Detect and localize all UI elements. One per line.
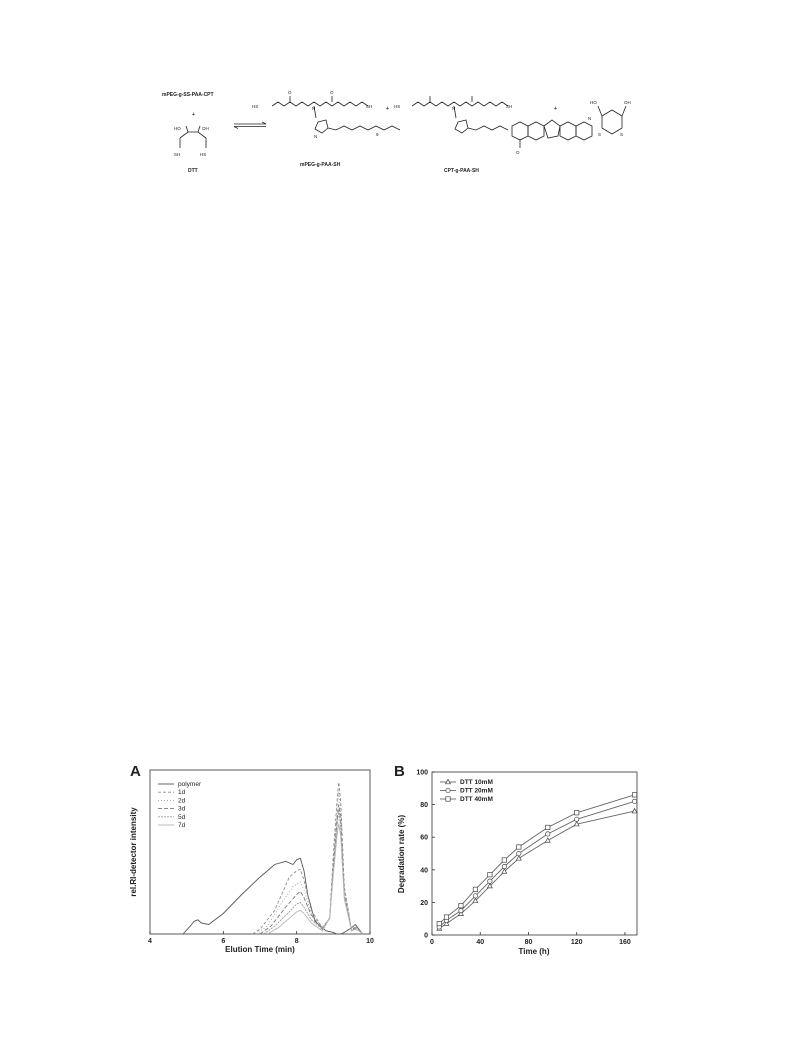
data-point-circle bbox=[473, 894, 477, 898]
x-tick-label-b: 160 bbox=[619, 939, 631, 946]
data-point-square bbox=[502, 858, 506, 862]
data-point-circle bbox=[517, 851, 521, 855]
x-axis-label-b: Time (h) bbox=[518, 947, 550, 956]
data-point-circle bbox=[488, 879, 492, 883]
scheme-product1-label: mPEG-g-PAA-SH bbox=[300, 162, 341, 168]
data-point-square bbox=[546, 825, 550, 829]
data-point-square bbox=[473, 887, 477, 891]
data-point-square bbox=[459, 903, 463, 907]
y-tick-label-b: 20 bbox=[420, 899, 428, 907]
series-line-7d bbox=[267, 823, 362, 934]
atom-ho: HO bbox=[174, 126, 181, 131]
series-line-3d bbox=[260, 804, 363, 934]
y-tick-label-b: 40 bbox=[420, 867, 428, 875]
series-line-circle bbox=[439, 801, 634, 927]
x-tick-label-b: 80 bbox=[524, 939, 533, 946]
data-point-circle bbox=[546, 832, 550, 836]
atom-o3: O bbox=[516, 150, 520, 155]
x-tick-label-a: 8 bbox=[294, 938, 299, 945]
atom-s2: S bbox=[620, 132, 624, 137]
gpc-chart bbox=[128, 760, 374, 970]
data-point-square bbox=[444, 915, 448, 919]
x-tick-label-b: 120 bbox=[570, 939, 583, 946]
scheme-reactant-label: mPEG-g-SS-PAA-CPT bbox=[162, 92, 214, 98]
data-point-square bbox=[517, 845, 521, 849]
legend-label-a: 1d bbox=[178, 789, 186, 797]
data-point-square bbox=[437, 921, 441, 925]
legend-label-a: 7d bbox=[178, 822, 186, 829]
panel-a-letter: A bbox=[130, 763, 141, 780]
atom-oh: OH bbox=[202, 126, 209, 131]
y-tick-label-b: 60 bbox=[420, 834, 428, 842]
atom-sh: SH bbox=[366, 104, 373, 109]
atom-ho-2: HO bbox=[590, 100, 597, 105]
legend-label-b: DTT 10mM bbox=[460, 779, 493, 786]
legend-marker-b bbox=[446, 788, 450, 792]
atom-sh-dtt: SH bbox=[174, 152, 181, 157]
atom-hs: HS bbox=[252, 104, 259, 109]
figure-panel-a bbox=[128, 760, 374, 970]
legend-label-a: 3d bbox=[178, 805, 186, 813]
scheme-plus: + bbox=[192, 112, 195, 118]
scheme-plus-2: + bbox=[386, 106, 389, 112]
atom-o2: O bbox=[330, 90, 334, 95]
atom-n: N bbox=[312, 106, 316, 111]
atom-n9: 9 bbox=[376, 132, 379, 137]
legend-label-a: 5d bbox=[178, 813, 186, 821]
x-tick-label-b: 0 bbox=[430, 939, 434, 946]
series-line-2d bbox=[256, 792, 362, 934]
y-tick-label-b: 100 bbox=[416, 769, 428, 777]
data-point-triangle bbox=[632, 809, 637, 813]
y-tick-label-b: 0 bbox=[424, 932, 428, 940]
y-axis-label-a: rel.RI-detector intensity bbox=[129, 807, 138, 897]
atom-n-ring: N bbox=[314, 134, 318, 139]
data-point-square bbox=[632, 793, 636, 797]
y-axis-label-b: Degradation rate (%) bbox=[397, 814, 406, 894]
reaction-scheme bbox=[150, 80, 660, 190]
data-point-circle bbox=[502, 864, 506, 868]
data-point-circle bbox=[575, 817, 579, 821]
x-tick-label-a: 6 bbox=[221, 938, 226, 945]
data-point-square bbox=[488, 872, 492, 876]
data-point-circle bbox=[632, 799, 636, 803]
data-point-square bbox=[575, 811, 579, 815]
series-line-triangle bbox=[439, 811, 634, 928]
atom-oh-2: OH bbox=[624, 100, 631, 105]
legend-label-b: DTT 20mM bbox=[460, 787, 493, 795]
scheme-product2-label: CPT-g-PAA-SH bbox=[444, 168, 479, 174]
y-tick-label-b: 80 bbox=[420, 802, 428, 810]
data-point-circle bbox=[459, 908, 463, 912]
x-axis-label-a: Elution Time (min) bbox=[225, 945, 295, 954]
legend-label-a: 2d bbox=[178, 797, 186, 805]
scheme-dtt-label: DTT bbox=[188, 168, 198, 174]
legend-label-a: polymer bbox=[178, 781, 202, 788]
series-line-square bbox=[439, 795, 634, 924]
figure-panel-b bbox=[392, 760, 647, 970]
series-line-polymer bbox=[183, 858, 363, 934]
data-point-triangle bbox=[516, 856, 521, 860]
atom-hs-2: HS bbox=[394, 104, 401, 109]
atom-sh-2: SH bbox=[506, 104, 513, 109]
x-tick-label-a: 10 bbox=[366, 938, 374, 945]
atom-hs-dtt: HS bbox=[200, 152, 207, 157]
atom-n-cpt: N bbox=[588, 116, 592, 121]
degradation-chart bbox=[392, 760, 647, 970]
x-tick-label-a: 4 bbox=[148, 938, 152, 945]
x-tick-label-b: 40 bbox=[476, 939, 485, 946]
scheme-plus-3: + bbox=[554, 106, 557, 112]
atom-n-2: N bbox=[452, 106, 456, 111]
atom-o1: O bbox=[288, 90, 292, 95]
panel-b-letter: B bbox=[394, 763, 405, 780]
legend-marker-b bbox=[446, 797, 450, 801]
legend-label-b: DTT 40mM bbox=[460, 796, 493, 803]
atom-s1: S bbox=[598, 132, 602, 137]
series-line-1d bbox=[253, 782, 363, 934]
